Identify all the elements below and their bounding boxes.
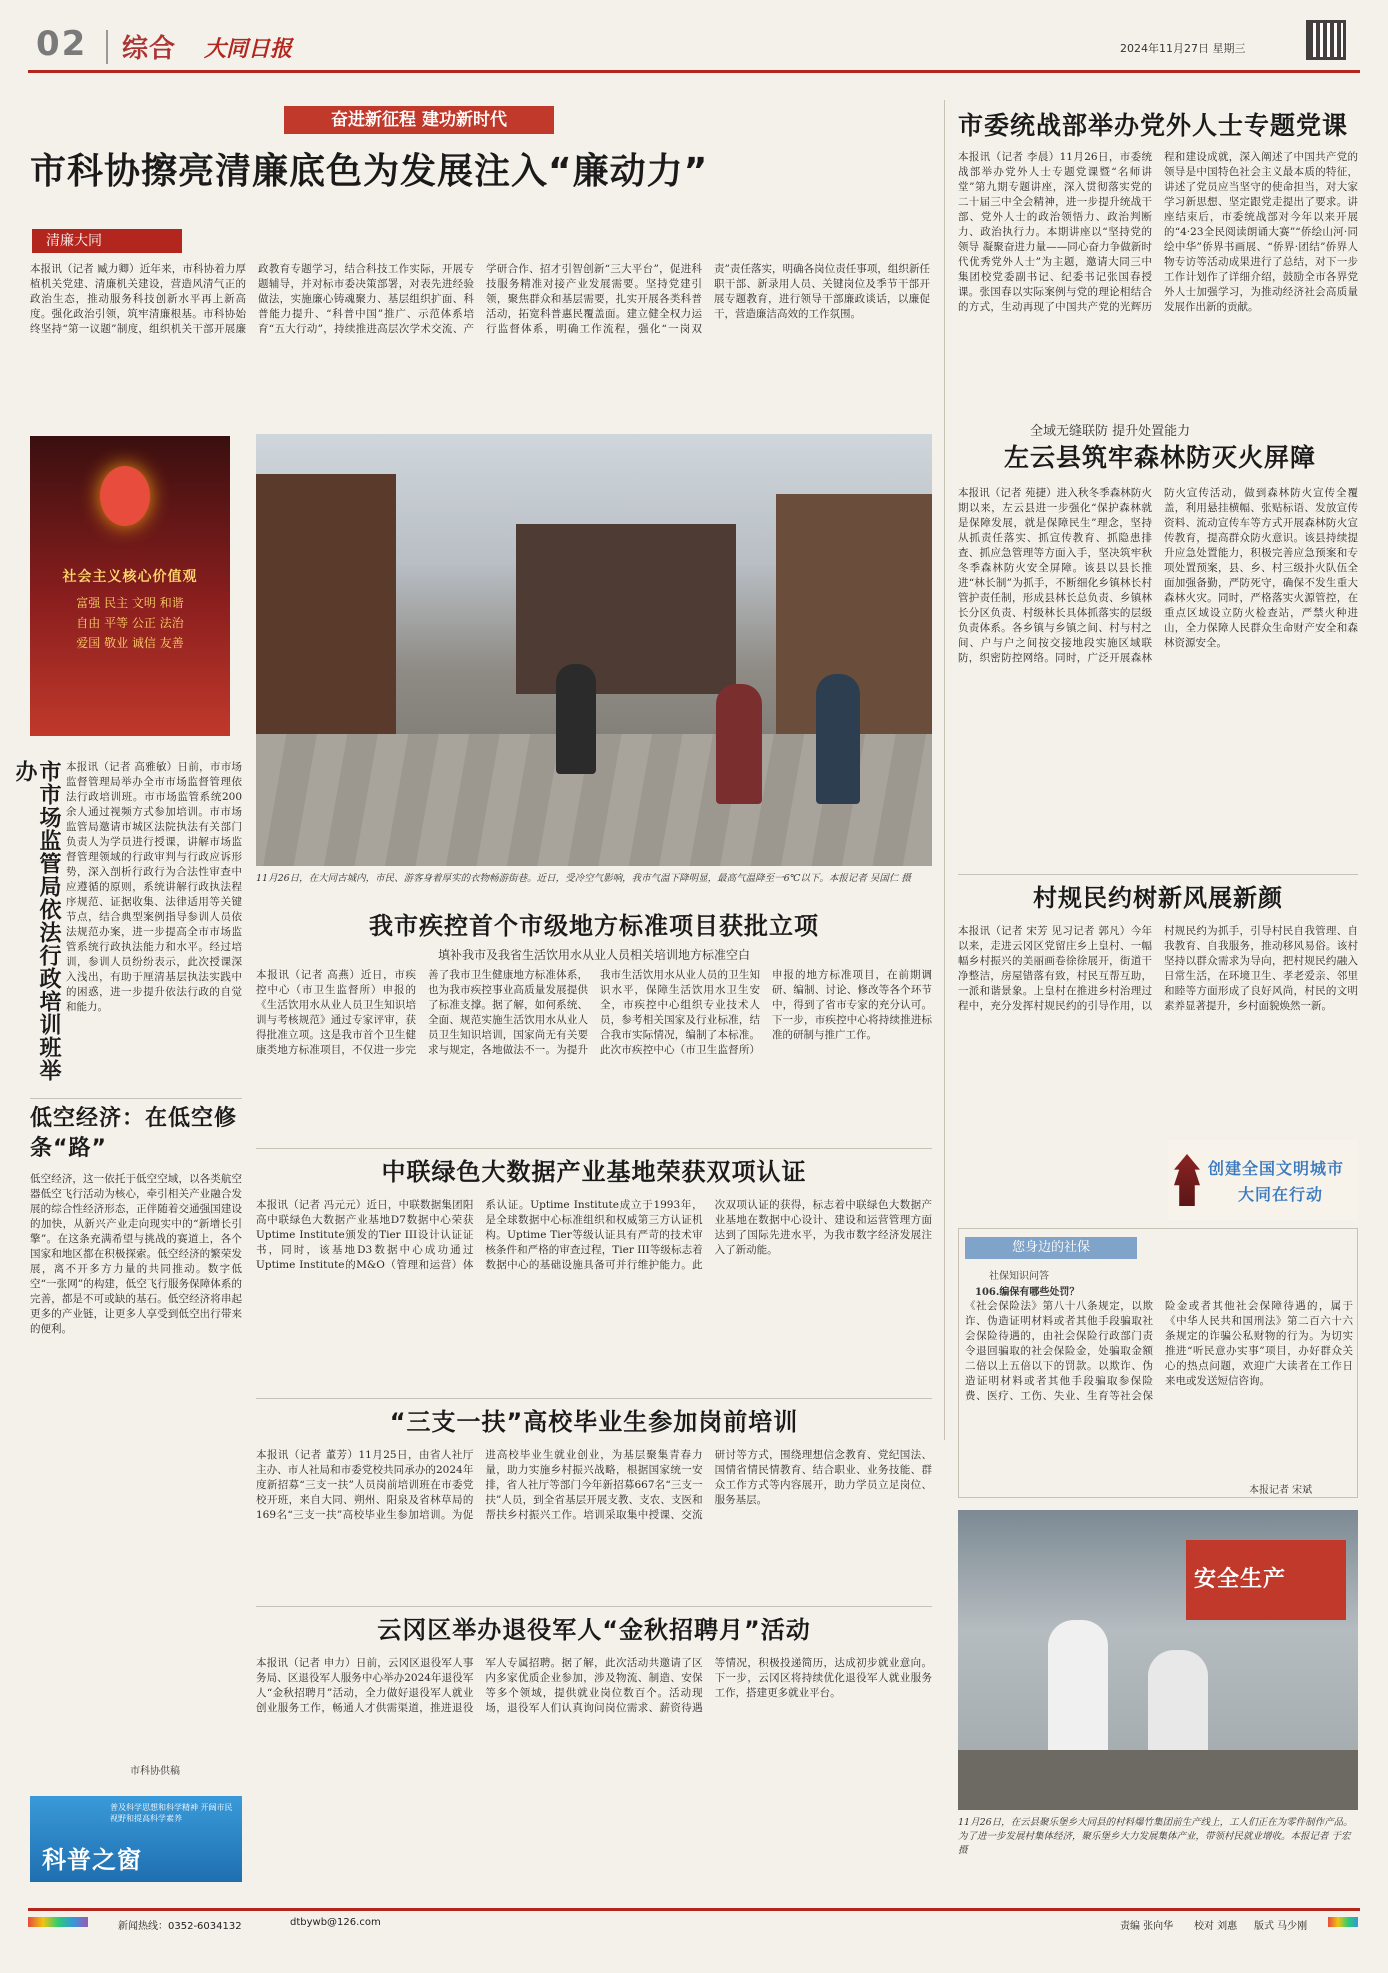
column-tag-label: 清廉大同 (46, 233, 102, 249)
factory-photo (958, 1510, 1358, 1810)
footer-hotline: 新闻热线：0352-6034132 (118, 1921, 242, 1932)
kepu-title: 科普之窗 (42, 1846, 142, 1874)
masthead (28, 20, 1360, 76)
kicker-text: 奋进新征程 建功新时代 (331, 110, 507, 130)
civ-line-1: 创建全国文明城市 (1208, 1159, 1345, 1178)
headline-a10: 村规民约树新风展新颜 (1033, 884, 1283, 912)
social-security-box (958, 1228, 1358, 1498)
article-body-a7: 本报讯（记者 冯元元）近日，中联数据集团阳高中联绿色大数据产业基地D7数据中心荣获Uptime Institute颁发的Tier III设计认证证书，同时，该基地D3数据中心成功通过Uptime Institute的M&O（管理和运营）体系认证。Uptime Institute成立于1993年，是全球数据中心标准组织和权威第三方认证机构。Uptime Tier等级认证具有严苛的技术审核条件和严格的审查过程，Tier III等级标志着数据中心的基础设施具备可并行维护能力。此次双项认证的获得，标志着中联绿色大数据产业基地在数据中心设计、建设和运营管理方面达到了国际先进水平，为我市数字经济发展注入了新动能。 (256, 1199, 932, 1271)
footer-editor: 责编 张向华 (1120, 1921, 1174, 1932)
section-name: 综合 (122, 34, 177, 64)
ss-sub: 社保知识问答 (989, 1271, 1049, 1282)
subtitle-a6: 填补我市及我省生活饮用水从业人员相关培训地方标准空白 (437, 948, 750, 962)
article-body-a3: 本报讯（记者 苑捷）进入秋冬季森林防火期以来，左云县进一步强化“保护森林就是保障发展，就是保障民生”理念，坚持从抓责任落实、抓宣传教育、抓隐患排查、抓应急管理等方面入手，坚决筑牢秋冬季森林防火安全屏障。该县以县长推进“林长制”为抓手，不断细化乡镇林长村管护责任制，形成县林长总负责、乡镇林长分区负责、村级林长具体抓落实的层级负责体系。各乡镇与乡镇之间、村与村之间、户与户之间按交接地段实施区域联防，织密防控网络。同时，广泛开展森林防火宣传活动，做到森林防火宣传全覆盖，利用悬挂横幅、张贴标语、发放宣传资料、流动宣传车等方式开展森林防火宣传教育，提高群众防火意识。该县持续提升应急处置能力，积极完善应急预案和专项处置预案，县、乡、村三级扑火队伍全面加强备勤，严防死守，确保不发生重大森林火灾。同时，严格落实火源管控，在重点区域设立防火检查站，严禁火种进山，全力保障人民群众生命财产安全和森林资源安全。 (958, 487, 1358, 664)
civilization-banner (1168, 1140, 1358, 1220)
kepu-banner (30, 1796, 242, 1882)
civ-line-2: 大同在行动 (1238, 1185, 1324, 1204)
article-body-a4: 本报讯（记者 高雅敏）日前，市市场监督管理局举办全市市场监督管理依法行政培训班。市市场监管系统200余人通过视频方式参加培训。市市场监管局邀请市城区法院执法有关部门负责人为学员进行授课，讲解市场监督管理领域的行政审判与行政应诉形势，深入剖析行政行为合法性审查中应遵循的原则，系统讲解行政执法程序规范、证据收集、法律适用等关键节点，结合典型案例指导参训人员依法规范办案，进一步提高全市市场监管系统行政执法能力和水平。经过培训，参训人员纷纷表示，此次授课深入浅出，有助于厘清基层执法实践中的困惑，进一步提升依法行政的自觉和能力。 (66, 761, 242, 1013)
pedestrian-1 (556, 664, 596, 774)
building-left (256, 474, 396, 774)
photo-caption-2: 11月26日，在云县聚乐堡乡大同县的村料爆竹集团前生产线上，工人们正在为零件制作产品。为了进一步发展村集体经济，聚乐堡乡大力发展集体产业，带领村民就业增收。本报记者 于宏摄 (958, 1817, 1353, 1856)
pedestrian-3 (816, 674, 860, 804)
pedestrian-2 (716, 684, 762, 804)
masthead-rule (28, 70, 1360, 73)
section-rule-a10 (958, 874, 1358, 875)
kepu-tagline: 普及科学思想和科学精神 开阔市民视野和提高科学素养 (110, 1803, 233, 1823)
column-divider (944, 100, 945, 1440)
kicker-banner (284, 106, 554, 134)
headline-a4: 市市场监管局依法行政培训班举办 (12, 760, 61, 1082)
article-body-a8: 本报讯（记者 董芳）11月25日，由省人社厅主办、市人社局和市委党校共同承办的2024年度新招募“三支一扶”人员岗前培训班在市委党校开班，来自大同、朔州、阳泉及省林草局的169名“三支一扶”高校毕业生参加培训。为促进高校毕业生就业创业，为基层聚集青春力量，助力实施乡村振兴战略，根据国家统一安排，省人社厅等部门今年新招募667名“三支一扶”人员，到全省基层开展支教、支农、支医和帮扶乡村振兴工作。培训采取集中授课、交流研讨等方式，围绕理想信念教育、党纪国法、国情省情民情教育、结合职业、业务技能、群众工作方式等内容展开，助力学员立足岗位、服务基层。 (256, 1449, 932, 1521)
section-rule-a9 (256, 1606, 932, 1607)
section-rule-a7 (256, 1148, 932, 1149)
footer-email: dtbywb@126.com (290, 1917, 381, 1928)
ss-byline: 本报记者 宋斌 (1249, 1485, 1313, 1496)
article-body-a5: 低空经济，这一依托于低空空域，以各类航空器低空飞行活动为核心，牵引相关产业融合发展的综合性经济形态，正伴随着交通强国建设的加快，从新兴产业走向现实中的“新增长引擎”。在这条充满希望与挑战的赛道上，各个国家和地区都在积极探索。低空经济的繁荣发展，离不开多方力量的共同推动。数字低空“一张网”的构建，低空飞行服务保障体系的完善，都是不可或缺的基石。低空经济将串起更多的产业链，让更多人享受到低空出行带来的便利。 (30, 1173, 242, 1335)
footer-proofreader: 校对 刘惠 (1194, 1921, 1238, 1932)
issue-date: 2024年11月27日 星期三 (1120, 42, 1246, 55)
headline-a5: 低空经济：在低空修条“路” (30, 1106, 238, 1161)
article-body-a2: 本报讯（记者 李晨）11月26日，市委统战部举办党外人士专题党课暨“名师讲堂”第九期专题讲座，深入贯彻落实党的二十届三中全会精神，进一步提升统战干部、党外人士的政治领悟力、政治判断力、政治执行力。本期讲座以“坚持党的领导 凝聚奋进力量——同心奋力争做新时代优秀党外人士”为主题，邀请大同三中集团校党委副书记、纪委书记张国春授课。张国春以实际案例与党的理论相结合的方式，生动再现了中国共产党的光辉历程和建设成就，深入阐述了中国共产党的领导是中国特色社会主义最本质的特征，讲述了党员应当坚守的使命担当，对大家学习新思想、坚定跟党走提出了要求。讲座结束后，市委统战部对今年以来开展的“4·23全民阅读朗诵大赛”“侨绘山河·同绘中华”侨界书画展、“侨界·团结”侨界人物专访等活动成果进行了总结，对下一步工作计划作了详细介绍，鼓励全市各界党外人士加强学习，为推动经济社会高质量发展作出新的贡献。 (958, 151, 1358, 313)
section-rule-a8 (256, 1398, 932, 1399)
values-row-2: 自由 平等 公正 法治 (76, 616, 184, 630)
worker-1 (1048, 1620, 1108, 1770)
values-row-3: 爱国 敬业 诚信 友善 (76, 636, 184, 650)
lantern-decoration (100, 466, 150, 526)
masthead-divider (106, 30, 108, 64)
ss-question: 106.编保有哪些处罚？ (975, 1287, 1080, 1298)
headline-a3: 左云县筑牢森林防灭火屏障 (1003, 443, 1316, 472)
safety-sign-text: 安全生产 (1194, 1567, 1287, 1592)
values-title: 社会主义核心价值观 (62, 569, 198, 585)
pagoda-icon (1174, 1154, 1200, 1206)
headline-a7: 中联绿色大数据产业基地荣获双项认证 (381, 1158, 807, 1186)
newspaper-logo: 大同日报 (204, 36, 293, 62)
photo-caption-1: 11月26日，在大同古城内，市民、游客身着厚实的衣物畅游街巷。近日，受冷空气影响，我市气温下降明显，最高气温降至一6℃以下。本报记者 吴国仁 摄 (256, 873, 911, 884)
kicker-a3: 全域无缝联防 提升处置能力 (1030, 424, 1191, 439)
ss-header (965, 1237, 1137, 1259)
values-row-1: 富强 民主 文明 和谐 (76, 596, 184, 610)
article-body-a1: 本报讯（记者 臧力卿）近年来，市科协着力厚植机关党建、清廉机关建设，营造风清气正的政治生态，推动服务科技创新水平再上新高度。强化政治引领，筑牢清廉根基。市科协始终坚持“第一议题”制度，组织机关干部开展廉政教育专题学习，结合科技工作实际，开展专题辅导，并对标市委决策部署，对表先进经验做法，实施廉心铸魂聚力、基层组织扩面、科普能力提升、“科普中国”推广、示范体系培育“五大行动”，持续推进高层次学术交流、产学研合作、招才引智创新“三大平台”，促进科技服务精准对接产业发展需要。坚持党建引领，聚焦群众和基层需要，扎实开展各类科普活动，拓宽科普惠民覆盖面。建立健全权力运行监督体系，明确工作流程，强化“一岗双责”责任落实，明确各岗位责任事项，组织新任职干部、新录用人员、关键岗位及季节干部开展专题教育，进行领导干部廉政谈话，以廉促干，营造廉洁高效的工作氛围。 (30, 263, 930, 335)
footer-color-strip (28, 1917, 88, 1927)
article-body-a10: 本报讯（记者 宋芳 见习记者 郭凡）今年以来，走进云冈区党留庄乡上皇村、一幅幅乡村振兴的美丽画卷徐徐展开，街道干净整洁，房屋错落有致，村民互帮互助，一派和谐景象。上皇村在推进乡村治理过程中，充分发挥村规民约的引导作用，以村规民约为抓手，引导村民自我管理、自我教育、自我服务，推动移风易俗。该村坚持以群众需求为导向，把村规民约融入日常生活，在环境卫生、孝老爱亲、邻里和睦等方面形成了良好风尚，村民的文明素养显著提升，乡村面貌焕然一新。 (958, 925, 1358, 1012)
qr-code-icon (1306, 20, 1346, 60)
column-tag (32, 229, 182, 253)
headline-a9: 云冈区举办退役军人“金秋招聘月”活动 (377, 1616, 811, 1644)
footer-color-strip-right (1328, 1917, 1358, 1927)
headline-a2: 市委统战部举办党外人士专题党课 (958, 111, 1349, 140)
headline-a8: “三支一扶”高校毕业生参加岗前培训 (389, 1408, 799, 1436)
street-photo (256, 434, 932, 866)
left-column-rule (30, 1098, 242, 1099)
ss-body: 《社会保险法》第八十八条规定，以欺诈、伪造证明材料或者其他手段骗取社会保险待遇的，由社会保险行政部门责令退回骗取的社会保险金，处骗取金额二倍以上五倍以下的罚款。以欺诈、伪造证明材料或者其他手段骗取参保险费、医疗、工伤、失业、生育等社会保险金或者其他社会保障待遇的，属于《中华人民共和国刑法》第二百六十六条规定的诈骗公私财物的行为。为切实推进“听民意办实事”项目，办好群众关心的热点问题，欢迎广大读者在工作日来电或发送短信咨询。 (965, 1300, 1353, 1402)
page-number: 02 (36, 24, 88, 64)
article-body-a6: 本报讯（记者 高燕）近日，市疾控中心（市卫生监督所）申报的《生活饮用水从业人员卫生知识培训与考核规范》通过专家评审，获得批准立项。这是我市首个卫生健康类地方标准项目，不仅进一步完善了我市卫生健康地方标准体系，也为我市疾控事业高质量发展提供了标准支撑。据了解，如何系统、全面、规范实施生活饮用水从业人员卫生知识培训，国家尚无有关要求与规定，各地做法不一。为提升我市生活饮用水从业人员的卫生知识水平，保障生活饮用水卫生安全，市疾控中心组织专业技术人员，参考相关国家及行业标准，结合我市实际情况，编制了本标准。此次市疾控中心（市卫生监督所）申报的地方标准项目，在前期调研、编制、讨论、修改等各个环节中，得到了省市专家的充分认可。下一步，市疾控中心将持续推进标准的研制与推广工作。 (256, 969, 932, 1056)
ss-header-label: 您身边的社保 (1011, 1240, 1090, 1255)
footer-layout: 版式 马少刚 (1254, 1921, 1308, 1932)
byline-a5: 市科协供稿 (130, 1766, 180, 1777)
footer-bar (28, 1908, 1360, 1938)
values-poster (30, 436, 230, 736)
headline-a6: 我市疾控首个市级地方标准项目获批立项 (369, 912, 819, 940)
article-body-a9: 本报讯（记者 申力）日前，云冈区退役军人事务局、区退役军人服务中心举办2024年退役军人“金秋招聘月”活动，全力做好退役军人就业创业服务工作，畅通人才供需渠道，推进退役军人专属招聘。据了解，此次活动共邀请了区内多家优质企业参加，涉及物流、制造、安保等多个领域，提供就业岗位数百个。活动现场，退役军人们认真询问岗位需求、薪资待遇等情况，积极投递简历，达成初步就业意向。下一步，云冈区将持续优化退役军人就业服务工作，搭建更多就业平台。 (256, 1657, 932, 1714)
building-center (516, 524, 736, 694)
headline-a1: 市科协擦亮清廉底色为发展注入“廉动力” (30, 151, 709, 192)
production-table (958, 1750, 1358, 1810)
